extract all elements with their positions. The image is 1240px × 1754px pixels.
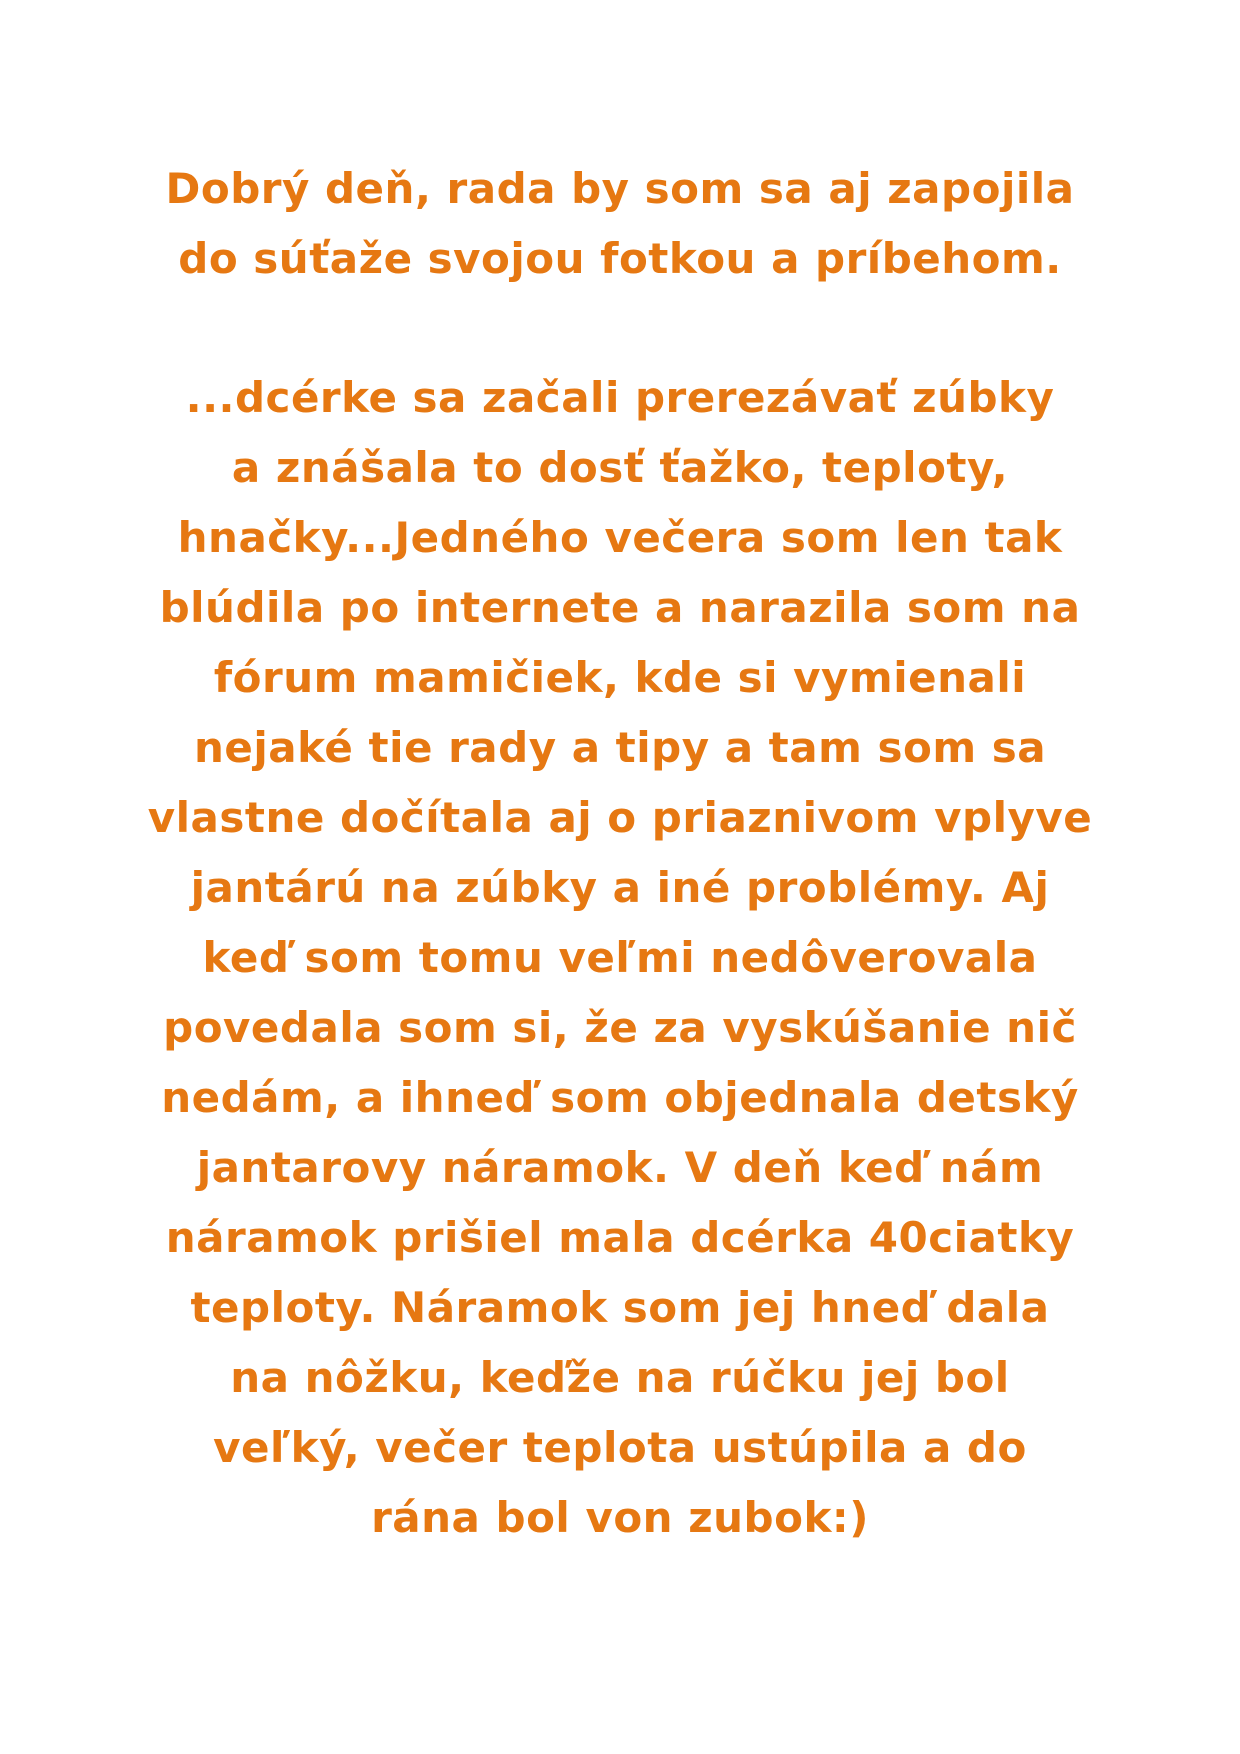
story-line: vlastne dočítala aj o priaznivom vplyve: [147, 793, 1093, 842]
intro-line: do súťaže svojou fotkou a príbehom.: [178, 234, 1062, 283]
story-line: keď som tomu veľmi nedôverovala: [202, 933, 1038, 982]
intro-line: Dobrý deň, rada by som sa aj zapojila: [165, 164, 1075, 213]
story-line: blúdila po internete a narazila som na: [159, 583, 1081, 632]
story-line: jantarovy náramok. V deň keď nám: [196, 1143, 1044, 1192]
story-line: povedala som si, že za vyskúšanie nič: [163, 1003, 1077, 1052]
story-line: fórum mamičiek, kde si vymienali: [213, 653, 1027, 702]
story-line: a znášala to dosť ťažko, teploty,: [231, 443, 1009, 492]
story-line: na nôžku, keďže na rúčku jej bol: [230, 1353, 1010, 1402]
story-line: nejaké tie rady a tipy a tam som sa: [193, 723, 1047, 772]
story-line: veľký, večer teplota ustúpila a do: [213, 1423, 1027, 1472]
story-line: náramok prišiel mala dcérka 40ciatky: [165, 1213, 1075, 1262]
story-line: ...dcérke sa začali prerezávať zúbky: [185, 373, 1055, 422]
intro-paragraph: [120, 154, 1120, 294]
story-line: jantárú na zúbky a iné problémy. Aj: [190, 863, 1050, 912]
story-line: teploty. Náramok som jej hneď dala: [190, 1283, 1050, 1332]
story-line: rána bol von zubok:): [371, 1493, 869, 1542]
story-line: nedám, a ihneď som objednala detský: [161, 1073, 1079, 1122]
story-line: hnačky...Jedného večera som len tak: [177, 513, 1063, 562]
story-paragraph: [120, 363, 1120, 1553]
